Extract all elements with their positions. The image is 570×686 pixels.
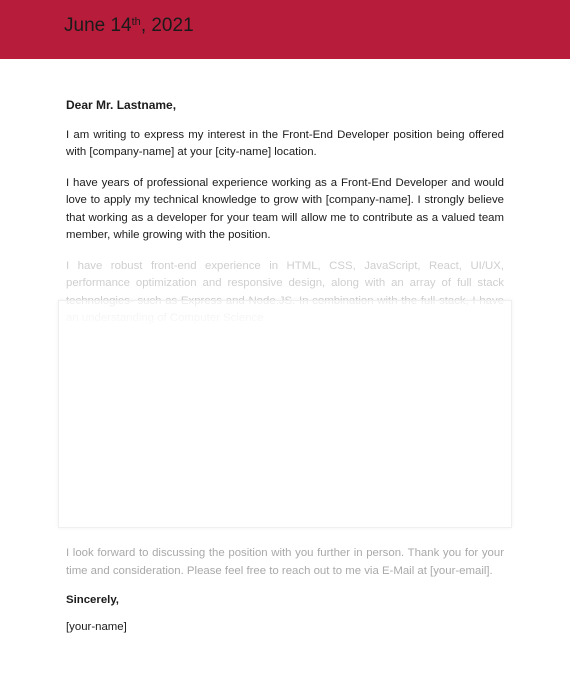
blurred-preview-overlay [58,300,512,528]
paragraph-skills: I have robust front-end experience in HTML, CSS, JavaScript, React, UI/UX, performance optimization and responsive design, along with an array of full stack [66,259,504,289]
signature-name: [your-name] [66,620,127,633]
greeting: Dear Mr. Lastname, [66,98,177,112]
letter-date [64,15,194,37]
header-banner [0,0,570,59]
paragraph-experience: I have years of professional experience working as a Front-End Developer and would love to apply my technical knowledge to grow with [company-name]. I strongly believe that working as a developer for your team will allow me to contribute as a valued team member, while growing with the position. [66,176,504,241]
date-suffix: th [131,16,141,28]
date-year: , 2021 [140,15,194,36]
paragraph-intro: I am writing to express my interest in the Front-End Developer position being offered with [company-name] at your [city-name] location. [66,128,504,158]
signoff: Sincerely, [66,594,119,606]
closing-block [66,545,504,636]
date-day: June 14 [64,15,132,36]
paragraph-closing: I look forward to discussing the position with you further in person. Thank you for your time and consideration. Please feel free to reach out to me via E-Mail at [your-email]. [66,547,504,577]
